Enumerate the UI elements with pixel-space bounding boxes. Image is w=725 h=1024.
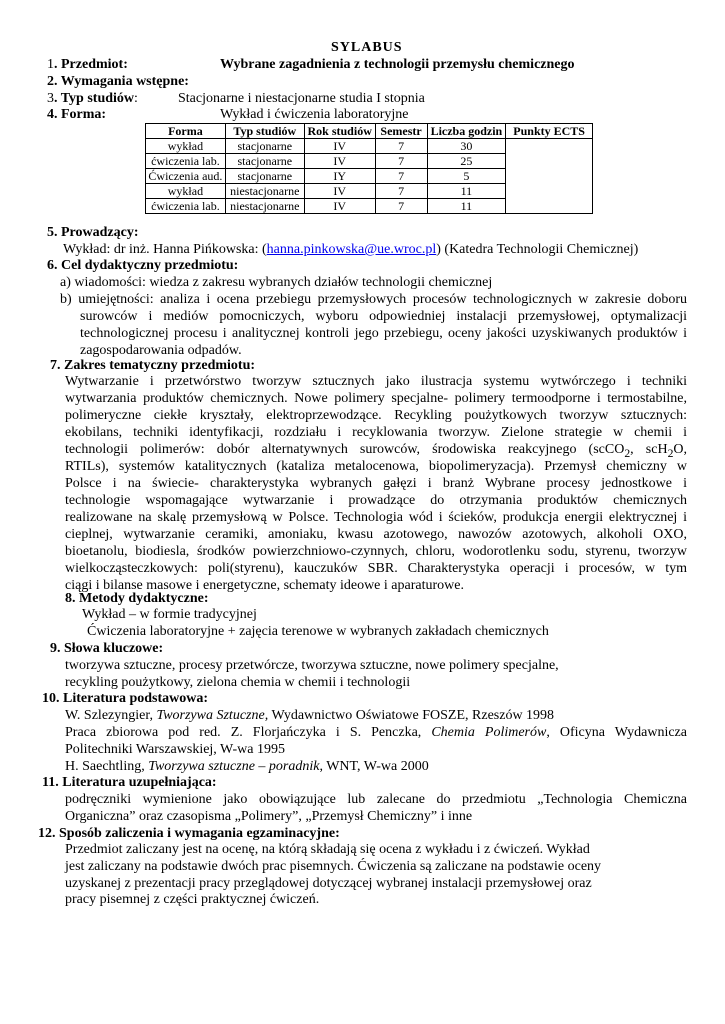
- table-cell: 7: [375, 154, 427, 169]
- table-cell: ćwiczenia lab.: [146, 154, 226, 169]
- table-cell: stacjonarne: [225, 154, 304, 169]
- table-cell: 25: [427, 154, 506, 169]
- table-cell: stacjonarne: [225, 169, 304, 184]
- table-cell: 7: [375, 169, 427, 184]
- table-cell: 11: [427, 199, 506, 214]
- method-lab: Ćwiczenia laboratoryjne + zajęcia terenowe w wybranych zakładach chemicznych: [87, 624, 549, 639]
- section-4-label: 4. Forma:: [47, 107, 107, 122]
- section-1-label: 1. Przedmiot:: [47, 57, 128, 72]
- reference-2: Praca zbiorowa pod red. Z. Florjańczyka i S. Penczka, Chemia Polimerów, Oficyna Wydawnicza Politechniki Warszawskiej, W-wa 1995: [65, 725, 687, 757]
- section-8-label: 8. Metody dydaktyczne:: [65, 591, 209, 606]
- header-rok-studiow: Rok studiów: [304, 124, 375, 139]
- section-12-label: 12. Sposób zaliczenia i wymagania egzaminacyjne:: [38, 826, 340, 841]
- table-cell: 5: [427, 169, 506, 184]
- table-cell: IV: [304, 184, 375, 199]
- section-11-label: 11. Literatura uzupełniająca:: [42, 775, 217, 790]
- table-cell: ćwiczenia lab.: [146, 199, 226, 214]
- header-forma: Forma: [146, 124, 226, 139]
- goal-skills-cont: surowców i mediów pomocniczych, wyboru odpowiedniej instalacji przemysłowej, optymalizacji technologicznej procesu i analitycznej kontroli jego przebiegu, oceny jakości uzyskiwanych produktów i zagospodarowania odpadów.: [80, 309, 687, 358]
- ects-cell: [506, 139, 593, 214]
- goal-knowledge: a) wiadomości: wiedza z zakresu wybranych działów technologii chemicznej: [60, 275, 493, 290]
- study-type-value: Stacjonarne i niestacjonarne studia I stopnia: [178, 91, 425, 106]
- keywords-line-1: tworzywa sztuczne, procesy przetwórcze, tworzywa sztuczne, nowe polimery specjalne,: [65, 658, 559, 673]
- lecturer-line: Wykład: dr inż. Hanna Pińkowska: (hanna.pinkowska@ue.wroc.pl) (Katedra Technologii Chemicznej): [63, 242, 639, 257]
- table-cell: stacjonarne: [225, 139, 304, 154]
- method-lecture: Wykład – w formie tradycyjnej: [82, 607, 257, 622]
- reference-3: H. Saechtling, Tworzywa sztuczne – poradnik, WNT, W-wa 2000: [65, 759, 429, 774]
- lecturer-email-link[interactable]: hanna.pinkowska@ue.wroc.pl: [266, 242, 437, 257]
- table-header-row: [146, 124, 593, 139]
- scope-line-formula: technologii polimerów: dobór alternatywnych surowców, środowiska reakcyjnego (scCO$_2$, scH$_2$O,: [65, 442, 688, 460]
- goal-skills: b) umiejętności: analiza i ocena przebiegu przemysłowych procesów technologicznych w zakresie doboru: [60, 292, 687, 307]
- table-cell: 11: [427, 184, 506, 199]
- table-cell: 30: [427, 139, 506, 154]
- supplementary-literature: podręczniki wymienione jako obowiązujące lub zalecane do przedmiotu „Technologia Chemiczna Organiczna” oraz czasopisma „Polimery”, „Przemysł Chemiczny” i inne: [65, 792, 687, 824]
- assessment-line-1: Przedmiot zaliczany jest na ocenę, na którą składają się ocena z wykładu i z ćwiczeń. Wykład: [65, 842, 590, 857]
- scope-text: Wytwarzanie i przetwórstwo tworzyw sztucznych jako ilustracja systemu wytwórczego i techniki wytwarzania produktów chemicznych. Nowe polimery specjalne- polimery termoodporne i termostabilne, polimeryczne ciekłe kryształy, elektroprzewodzące. Recykling poużytkowych tworzyw sztucznych: ekobilans, techniki identyfikacji, rozdziału i recyklowania tworzyw. Zielone strategie w chemii i technologii polimerów: dobór alternatywnych surowców, środowiska reakcyjnego (scCO$_2$, scH$_2$O, RTILs), systemów katalitycznych (kataliza metalocenowa, biopolimeryzacja). Przemysł chemiczny w Polsce i na świecie- charakterystyka wybranych gałęzi i branż Wybrane procesy jednostkowe i technologie wspomagające wytwarzanie i prowadzące do otrzymania produktów chemicznych realizowane na skalę przemysłową w Polsce. Technologia wód i ścieków, produkcja energii elektrycznej i cieplnej, wytwarzanie ceramiki, amoniaku, kwasu azotowego, nawozów azotowych, alkoholi OXO, bioetanolu, biodiesla, środków powierzchniowo-czynnych, chloru, wodorotlenku sodu, styrenu, tworzyw wielkocząsteczkowych: poli(styrenu), kauczuków SBR. Charakterystyka operacji i procesów, w tym ciągi i bilanse masowe i energetyczne, schematy ideowe i aparaturowe.: [65, 374, 688, 593]
- document-title: SYLABUS: [331, 40, 403, 55]
- header-typ-studiow: Typ studiów: [225, 124, 304, 139]
- table-cell: niestacjonarne: [225, 184, 304, 199]
- table-cell: niestacjonarne: [225, 199, 304, 214]
- course-name: Wybrane zagadnienia z technologii przemysłu chemicznego: [220, 57, 575, 72]
- header-semestr: Semestr: [375, 124, 427, 139]
- table-cell: Ćwiczenia aud.: [146, 169, 226, 184]
- section-7-label: 7. Zakres tematyczny przedmiotu:: [50, 358, 256, 373]
- forms-table: [145, 123, 593, 214]
- assessment-line-2: jest zaliczany na podstawie dwóch prac pisemnych. Ćwiczenia są zaliczane na podstawie oceny: [65, 859, 602, 874]
- table-row: [146, 139, 593, 154]
- header-liczba-godzin: Liczba godzin: [427, 124, 506, 139]
- section-9-label: 9. Słowa kluczowe:: [50, 641, 164, 656]
- section-6-label: 6. Cel dydaktyczny przedmiotu:: [47, 258, 239, 273]
- table-cell: wykład: [146, 139, 226, 154]
- assessment-line-3: uzyskanej z prezentacji pracy przeglądowej dotyczącej wybranej instalacji przemysłowej oraz: [65, 876, 592, 891]
- section-5-label: 5. Prowadzący:: [47, 225, 139, 240]
- table-cell: IY: [304, 169, 375, 184]
- form-value: Wykład i ćwiczenia laboratoryjne: [220, 107, 409, 122]
- table-cell: IV: [304, 199, 375, 214]
- table-cell: wykład: [146, 184, 226, 199]
- section-10-label: 10. Literatura podstawowa:: [42, 691, 209, 706]
- assessment-line-4: pracy pisemnej z części praktycznej ćwiczeń.: [65, 892, 320, 907]
- table-cell: IV: [304, 154, 375, 169]
- table-cell: IV: [304, 139, 375, 154]
- reference-1: W. Szlezyngier, Tworzywa Sztuczne, Wydawnictwo Oświatowe FOSZE, Rzeszów 1998: [65, 708, 555, 723]
- table-cell: 7: [375, 199, 427, 214]
- table-cell: 7: [375, 184, 427, 199]
- section-3-label: 3. Typ studiów:: [47, 91, 138, 106]
- section-2-label: 2. Wymagania wstępne:: [47, 74, 189, 89]
- table-cell: 7: [375, 139, 427, 154]
- keywords-line-2: recykling poużytkowy, zielona chemia w chemii i technologii: [65, 675, 411, 690]
- header-punkty-ects: Punkty ECTS: [506, 124, 593, 139]
